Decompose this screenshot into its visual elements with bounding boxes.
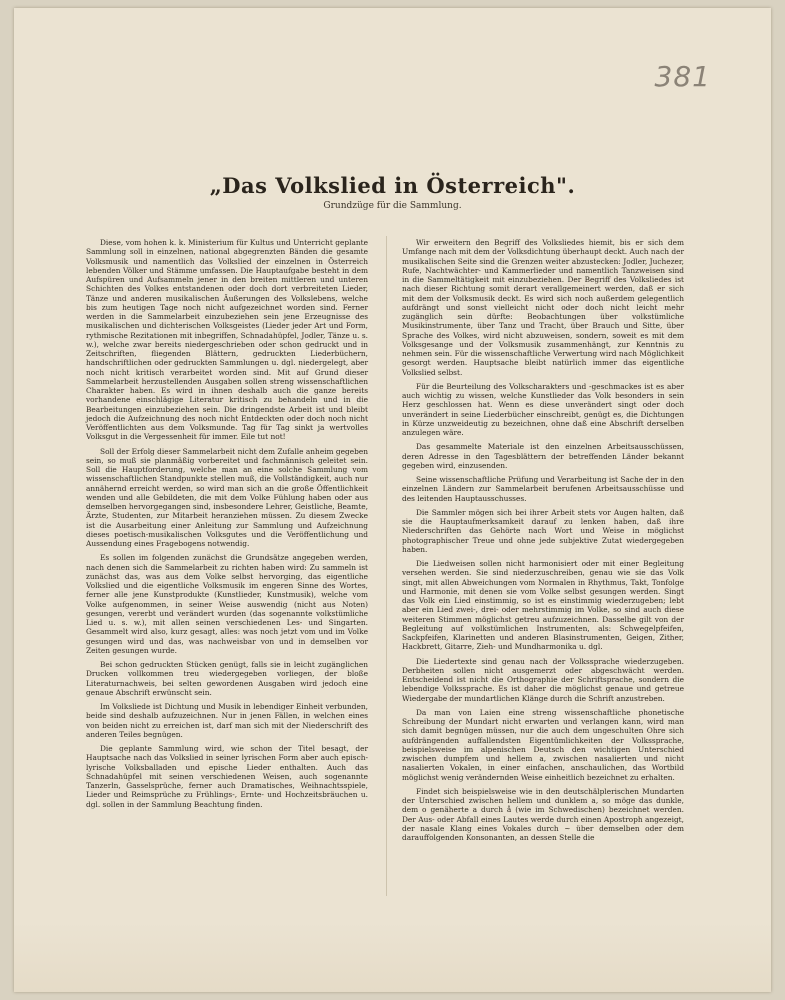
paragraph: Soll der Erfolg dieser Sammelarbeit nicht dem Zufalle anheim gegeben sein, so muß sie planmäßig vorbereitet und fachmännisch geleitet sein. Soll die Hauptforderung, welche man an eine solche Sammlung vom wissenschaftlichen Standpunkte stellen muß, die Vollständigkeit, auch nur annähernd erreicht werden, so wird man sich an die große Öffentlichkeit wenden und alle Gebildeten, die mit dem Volke Fühlung haben oder aus demselben hervorgegangen sind, insbesondere Lehrer, Geistliche, Beamte, Ärzte, Studenten, zur Mitarbeit heranziehen müssen. Zu diesem Zwecke ist die Ausarbeitung einer Anleitung zur Sammlung und Aufzeichnung dieses poetisch-musikalischen Volksgutes und die Veröffentlichung und Aussendung eines Fragebogens notwendig.: [86, 446, 369, 548]
paragraph: Die Liedertexte sind genau nach der Volkssprache wiederzugeben. Derbheiten sollen nicht ausgemerzt oder abgeschwächt werden. Entscheidend ist nicht die Orthographie der Schriftsprache, sondern die lebendige Volkssprache. Es ist daher die möglichst genaue und getreue Wiedergabe der mundartlichen Klänge durch die Schrift anzustreben.: [402, 656, 684, 703]
paragraph: Es sollen im folgenden zunächst die Grundsätze angegeben werden, nach denen sich die Sammelarbeit zu richten haben wird: Zu sammeln ist zunächst das, was aus dem Volke selbst hervorging, das eigentliche Volkslied und die eigentliche Volksmusik im engeren Sinne des Wortes, ferner alle jene Kunstprodukte (Kunstlieder, Kunstmusik), welche vom Volke aufgenommen, in seiner Weise auswendig (nicht aus Noten) gesungen, vererbt und verändert wurden (das sogenannte volkstümliche Lied u. s. w.), mit allen seinen verschiedenen Les- und Singarten. Gesammelt wird also, kurz gesagt, alles: was noch jetzt vom und im Volke gesungen wird und das, was nachweisbar von und in demselben vor Zeiten gesungen wurde.: [86, 553, 368, 655]
paper-edge: [14, 922, 771, 992]
paragraph: Seine wissenschaftliche Prüfung und Verarbeitung ist Sache der in den einzelnen Ländern zur Sammelarbeit berufenen Arbeitsausschüsse und des leitenden Hauptausschusses.: [402, 475, 684, 503]
page-subtitle: Grundzüge für die Sammlung.: [323, 201, 462, 211]
paragraph: Wir erweitern den Begriff des Volksliedes hiemit, bis er sich dem Umfange nach mit dem der Volksdichtung überhaupt deckt. Auch nach der musikalischen Seite sind die Grenzen weiter abzustecken: Jodler, Juchezer, Rufe, Nachtwächter- und Kammerlieder und namentlich Tanzweisen sind in die Sammeltätigkeit mit einzubeziehen. Der Begriff des Volksliedes ist nach dieser Richtung somit derart verallgemeinert werden, daß er sich mit dem der Volksmusik deckt. Es wird sich noch außerdem gelegentlich aufdrängt und sonst vielleicht nicht oder doch nicht leicht mehr zugänglich sein dürfte: Beobachtungen über volkstümliche Musikinstrumente, über Tanz und Tracht, über Brauch und Sitte, über Sprache des Volkes, wird nicht abzuweisen, sondern, soweit es mit dem Volksgesange und der Volksmusik zusammenhängt, zur Kenntnis zu nehmen sein. Für die wissenschaftliche Verwertung wird nach Möglichkeit gesorgt werden. Hauptsache bleibt natürlich immer das eigentliche Volkslied selbst.: [402, 238, 684, 377]
paragraph: Diese, vom hohen k. k. Ministerium für Kultus und Unterricht geplante Sammlung soll in einzelnen, national abgegrenzten Bänden die gesamte Volksmusik und namentlich das Volkslied der einzelnen in Österreich lebenden Völker und Stämme umfassen. Die Hauptaufgabe besteht in dem Aufspüren und Aufsammeln jener in den breiten mittleren und unteren Schichten des Volkes entstandenen oder doch dort verbreiteten Lieder, Tänze und anderen musikalischen Äußerungen des Volkslebens, welche bis zum heutigen Tage noch nicht aufgezeichnet worden sind. Ferner werden in die Sammelarbeit einzubeziehen sein jene Erzeugnisse des musikalischen und dichterischen Volksgeistes (Lieder jeder Art und Form, rythmische Rezitationen mit inbegriffen, Schnadahüpfel, Jodler, Tänze u. s. w.), welche zwar bereits niedergeschrieben oder schon gedruckt und in Zeitschriften, fliegenden Blättern, gedruckten Liederbüchern, handschriftlichen oder gedruckten Sammlungen u. dgl. niedergelegt, aber noch nicht kritisch verarbeitet worden sind. Mit auf Grund dieser Sammelarbeit herzustellenden Ausgaben sollen streng wissenschaftlichen Charakter haben. Es wird in ihnen deshalb auch die ganze bereits vorhandene einschlägige Literatur kritisch zu behandeln und in die Bearbeitungen einzubeziehen sein. Die dringendste Arbeit ist und bleibt jedoch die Aufzeichnung des noch nicht Entdeckten oder doch noch nicht Veröffentlichten aus dem Volksmunde. Tag für Tag sinkt ja wertvolles Volksgut in die Vergessenheit für immer. Eile tut not!: [86, 238, 368, 442]
paragraph: Die Liedweisen sollen nicht harmonisiert oder mit einer Begleitung versehen werden. Sie sind niederzuschreiben, genau wie sie das Volk singt, mit allen Abweichungen vom Normalen in Rhythmus, Takt, Tonfolge und Harmonie, mit denen sie vom Volke selbst gesungen werden. Singt das Volk ein Lied einstimmig, so ist es einstimmig wiederzugeben; lebt aber ein Lied zwei-, drei- oder mehrstimmig im Volke, so sind auch diese weiteren Stimmen möglichst getreu aufzuzeichnen. Dasselbe gilt von der Begleitung auf volkstümlichen Instrumenten, als: Schwegelpfeifen, Sackpfeifen, Klarinetten und anderen Blasinstrumenten, Geigen, Zither, Hackbrett, Gitarre, Zieh- und Mundharmonika u. dgl.: [402, 559, 684, 652]
paragraph: Im Volksliede ist Dichtung und Musik in lebendiger Einheit verbunden, beide sind deshalb aufzuzeichnen. Nur in jenen Fällen, in welchen eines von beiden nicht zu erreichen ist, darf man sich mit der Niederschrift des anderen Teiles begnügen.: [86, 702, 368, 739]
column-divider: [386, 236, 387, 896]
paragraph: Für die Beurteilung des Volkscharakters und -geschmackes ist es aber auch wichtig zu wissen, welche Kunstlieder das Volk besonders in sein Herz geschlossen hat. Wenn es diese unverändert singt oder doch unverändert in seine Liederbücher einschreibt, genügt es, die Dichtungen in Kürze unzweideutig zu bezeichnen, ohne daß eine Abschrift derselben anzulegen wäre.: [402, 381, 684, 437]
page-title: „Das Volkslied in Österreich".: [209, 173, 576, 198]
left-column: [86, 238, 368, 814]
paragraph: Bei schon gedruckten Stücken genügt, falls sie in leicht zugänglichen Drucken vollkommen treu wiedergegeben vorliegen, der bloße Literaturnachweis, bei selten gewordenen Ausgaben wird jedoch eine genaue Abschrift erwünscht sein.: [86, 660, 368, 697]
paragraph: Die Sammler mögen sich bei ihrer Arbeit stets vor Augen halten, daß sie die Hauptaufmerksamkeit darauf zu lenken haben, daß ihre Niederschriften das Gehörte nach Wort und Weise in möglichst photographischer Treue und ohne jede subjektive Zutat wiedergegeben haben.: [402, 507, 684, 554]
right-column: [402, 238, 684, 847]
paragraph: Die geplante Sammlung wird, wie schon der Titel besagt, der Hauptsache nach das Volkslied in seiner lyrischen Form aber auch episch-lyrische Volksballaden und epische Lieder enthalten. Auch das Schnadahüpfel mit seinen verschiedenen Weisen, auch sogenannte Tanzerln, Gasselsprüche, ferner auch Dramatisches, Weihnachtsspiele, Lieder und Reimsprüche zu Frühlings-, Ernte- und Hochzeitsbräuchen u. dgl. sollen in der Sammlung Beachtung finden.: [86, 744, 368, 809]
paragraph: Findet sich beispielsweise wie in den deutschälplerischen Mundarten der Unterschied zwischen hellem und dunklem a, so möge das dunkle, dem o genäherte a durch å (wie im Schwedischen) bezeichnet werden. Der Aus- oder Abfall eines Lautes werde durch einen Apostroph angezeigt, der nasale Klang eines Vokales durch ~ über demselben oder dem darauffolgenden Konsonanten, an dessen Stelle die: [402, 786, 684, 842]
paragraph: Das gesammelte Materiale ist den einzelnen Arbeitsausschüssen, deren Adresse in den Tagesblättern der betreffenden Länder bekannt gegeben wird, einzusenden.: [402, 442, 684, 470]
paragraph: Da man von Laien eine streng wissenschaftliche phonetische Schreibung der Mundart nicht erwarten und verlangen kann, wird man sich damit begnügen müssen, nur die auch dem ungeschulten Ohre sich aufdrängenden auffallendsten Eigentümlichkeiten der Volkssprache, beispielsweise im alpenischen Deutsch den wichtigen Unterschied zwischen dumpfem und hellem a, zwischen nasalierten und nicht nasalierten Vokalen, in einer einfachen, anschaulichen, das Wortbild möglichst wenig verändernden Weise einheitlich bezeichnet zu erhalten.: [402, 707, 684, 782]
page-number: 381: [654, 60, 711, 93]
document-page: [14, 8, 771, 992]
